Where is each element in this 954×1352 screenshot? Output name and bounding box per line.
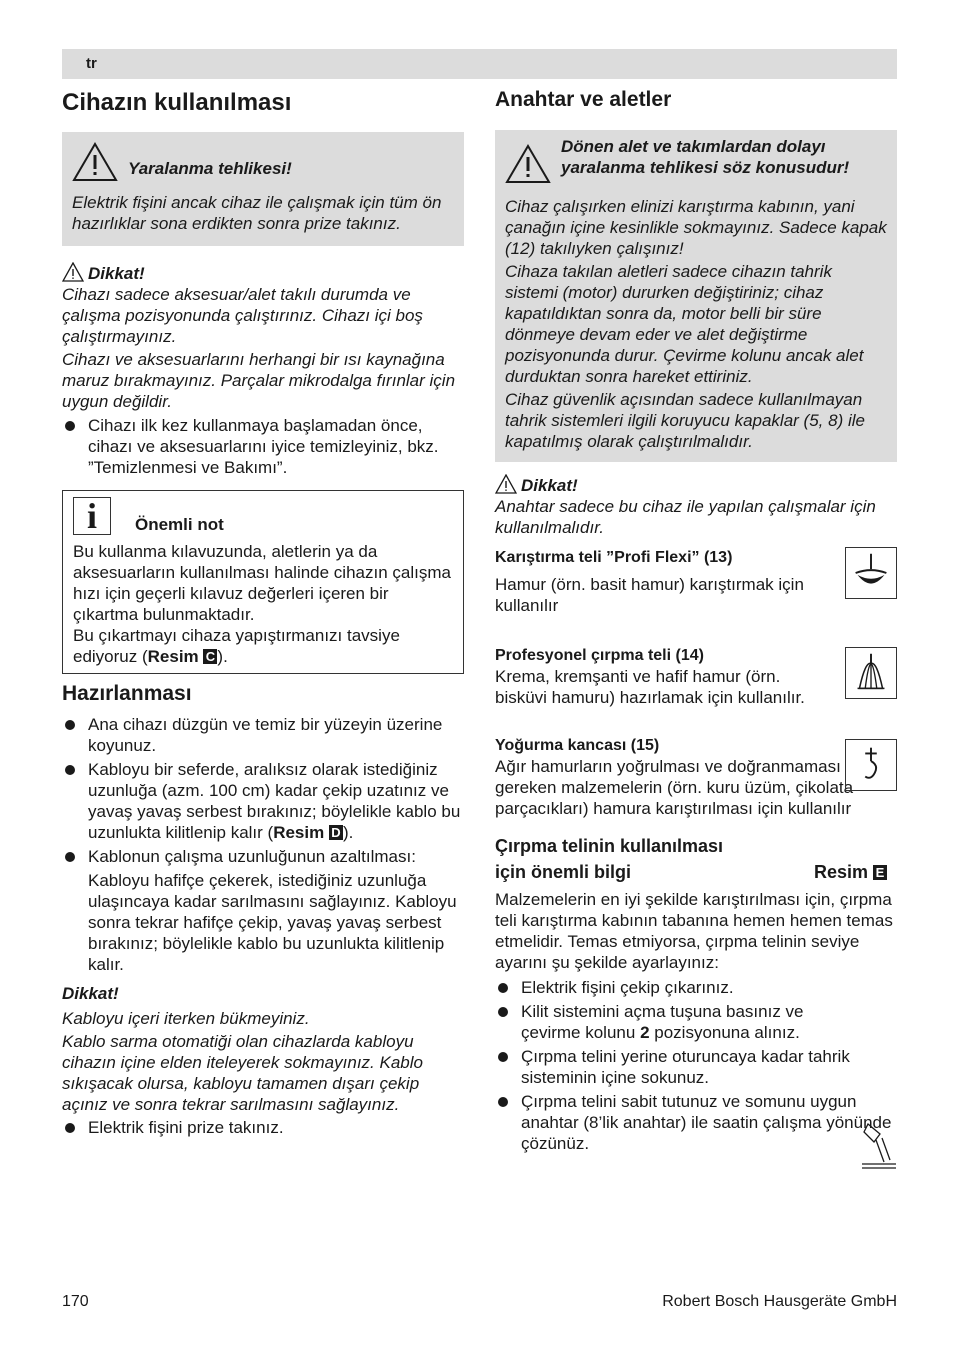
caution-heading: Dikkat! xyxy=(88,264,145,283)
caution-heading: Dikkat! xyxy=(62,984,119,1003)
tool-profi-flexi xyxy=(495,547,897,643)
section-title-usage: Cihazın kullanılması xyxy=(62,89,292,116)
whisk-info-heading-2: için önemli bilgi xyxy=(495,862,632,882)
whisk-icon xyxy=(845,647,897,699)
important-note-text-2: Bu çıkartmayı cihaza yapıştırmanızı tavsiye ediyoruz (Resim C ). xyxy=(73,626,400,666)
tool-description: Ağır hamurların yoğrulması ve doğranmaması gereken malzemelerin (örn. kuru üzüm, çikolata parçacıkları) hamura karıştırılması için kullanılır xyxy=(495,757,854,818)
tool-heading: Yoğurma kancası (15) xyxy=(495,737,660,754)
plug-in-list xyxy=(62,1117,464,1138)
caution-triangle-icon xyxy=(495,474,517,494)
tool-heading: Profesyonel çırpma teli (14) xyxy=(495,647,704,664)
injury-warning-heading: Yaralanma tehlikesi! xyxy=(128,159,292,178)
language-bar xyxy=(62,49,897,79)
caution-block-2 xyxy=(62,983,464,1115)
list-item: Kabloyu bir seferde, aralıksız olarak istediğiniz uzunluğa (azm. 100 cm) kadar çekip uzatınız ve yavaş yavaş serbest bırakınız; böylelikle kablo bu uzunlukta kilitlenip kalır (Resim D ). xyxy=(62,759,464,843)
rotating-tool-warning-text: Cihaz çalışırken elinizi karıştırma kabının, yani çanağın içine kesinlikle sokmayınız. Sadece kapak (12) takılıyken çalışınız! xyxy=(505,197,887,258)
warning-triangle-icon xyxy=(72,142,118,182)
figure-key: C xyxy=(203,649,217,664)
caution-heading: Dikkat! xyxy=(521,476,578,495)
clean-before-use-list xyxy=(62,415,464,478)
rotating-tool-warning-text: Cihaz güvenlik açısından sadece kullanılmayan tahrik sistemleri ilgili koruyucu kapaklar (5, 8) ile kapatılmış olarak çalıştırılmalıdır. xyxy=(505,390,865,451)
whisk-info-block xyxy=(495,833,897,1154)
tool-description: Hamur (örn. basit hamur) karıştırmak için kullanılır xyxy=(495,575,804,615)
important-note-heading: Önemli not xyxy=(135,515,224,534)
page-number: 170 xyxy=(62,1293,89,1310)
preparation-list xyxy=(62,714,464,867)
whisk-info-heading-1: Çırpma telinin kullanılması xyxy=(495,836,724,856)
list-item: Çırpma telini yerine oturuncaya kadar tahrik sisteminin içine sokunuz. xyxy=(495,1046,851,1088)
footer-company: Robert Bosch Hausgeräte GmbH xyxy=(662,1293,897,1310)
caution-text: Anahtar sadece bu cihaz ile yapılan çalışmalar için kullanılmalıdır. xyxy=(495,497,876,537)
tool-heading: Karıştırma teli ”Profi Flexi” (13) xyxy=(495,549,733,566)
injury-warning-text: Elektrik fişini ancak cihaz ile çalışmak için tüm ön hazırlıklar sona erdikten sonra prize takınız. xyxy=(72,193,442,233)
tool-description: Krema, kremşanti ve hafif hamur (örn. bisküvi hamuru) hazırlamak için kullanılır. xyxy=(495,667,805,707)
important-note-box xyxy=(62,490,464,674)
rotating-tool-warning-heading: Dönen alet ve takımlardan dolayı yaralanma tehlikesi söz konusudur! xyxy=(561,137,850,177)
figure-ref: Resim xyxy=(813,862,868,882)
section-title-preparation: Hazırlanması xyxy=(62,682,192,705)
wrench-caution-block xyxy=(495,474,897,538)
list-item: Cihazı ilk kez kullanmaya başlamadan önce, cihazı ve aksesuarlarını iyice temizleyiniz, bkz. ”Temizlenmesi ve Bakımı”. xyxy=(62,415,464,478)
caution-block-1 xyxy=(62,262,464,412)
caution-text-2: Cihazı ve aksesuarlarını herhangi bir ısı kaynağına maruz bırakmayınız. Parçalar mikrodalga fırınlar için uygun değildir. xyxy=(62,350,456,411)
right-column xyxy=(495,84,897,1157)
figure-ref: Resim xyxy=(147,647,199,666)
whisk-info-text: Malzemelerin en iyi şekilde karıştırılması için, çırpma teli karıştırma kabının tabanına hemen hemen temas etmelidir. Temas etmiyorsa, çırpma telinin seviye ayarını şu şekilde ayarlayınız: xyxy=(495,890,893,972)
rotating-tool-warning-text: Cihaza takılan aletleri sadece cihazın tahrik sistemi (motor) dururken değiştiriniz; cihaz kapatıldıktan sonra da, motor belli bir süre dönmeye devam eder ve alet değiştirme pozisyonunda durur. Çevirme kolunu ancak alet durduktan sonra hareket ettiriniz. xyxy=(505,262,864,386)
figure-key: D xyxy=(329,825,343,840)
section-title-tools: Anahtar ve aletler xyxy=(495,88,672,111)
figure-key: E xyxy=(873,865,887,880)
figure-ref: Resim xyxy=(273,823,325,842)
list-item: Çırpma telini sabit tutunuz ve somunu uygun anahtar (8’lik anahtar) ile saatin çalışma yönünde çözünüz. xyxy=(495,1091,897,1154)
lever-icon xyxy=(860,1120,898,1172)
tool-professional-whisk xyxy=(495,645,897,735)
tool-kneading-hook xyxy=(495,735,897,819)
important-note-text: Bu kullanma kılavuzunda, aletlerin ya da aksesuarların kullanılması halinde cihazın çalışma hızı için geçerli kılavuz değerleri içeren bir çıkartma bulunmaktadır. xyxy=(73,542,451,624)
caution-text: Kabloyu içeri iterken bükmeyiniz. xyxy=(62,1009,310,1028)
list-item: Kilit sistemini açma tuşuna basınız ve çevirme kolunu 2 pozisyonuna alınız. xyxy=(495,1001,841,1043)
info-icon: i xyxy=(73,497,111,535)
injury-warning-box xyxy=(62,132,464,246)
warning-triangle-icon xyxy=(505,144,551,184)
whisk-adjust-list xyxy=(495,977,897,1154)
kneading-hook-icon xyxy=(845,739,897,791)
cable-shorten-detail: Kabloyu hafifçe çekerek, istediğiniz uzunluğa ulaşıncaya kadar sarılmasını sağlayınız. Kabloyu sonra tekrar hafifçe çekip, yavaş yavaş serbest bırakınız; böylelikle kablo bu uzunlukta kilitlenip kalır. xyxy=(88,871,457,974)
caution-triangle-icon xyxy=(62,262,84,282)
language-code: tr xyxy=(86,55,97,72)
mixing-beater-icon xyxy=(845,547,897,599)
rotating-tool-warning-box xyxy=(495,130,897,462)
list-item: Kablonun çalışma uzunluğunun azaltılması: xyxy=(62,846,464,867)
caution-text: Kablo sarma otomatiği olan cihazlarda kabloyu cihazın içine elden iteleyerek sokmayınız. Kablo sıkışacak olursa, kabloyu tamamen dışarı çekip açınız ve sonra tekrar sarılmasını sağlayınız. xyxy=(62,1032,423,1114)
left-column xyxy=(62,84,464,1141)
list-item: Elektrik fişini çekip çıkarınız. xyxy=(495,977,897,998)
list-item: Ana cihazı düzgün ve temiz bir yüzeyin üzerine koyunuz. xyxy=(62,714,464,756)
list-item: Elektrik fişini prize takınız. xyxy=(62,1117,464,1138)
caution-text-1: Cihazı sadece aksesuar/alet takılı durumda ve çalışma pozisyonunda çalıştırınız. Cihazı içi boş çalıştırmayınız. xyxy=(62,285,423,346)
